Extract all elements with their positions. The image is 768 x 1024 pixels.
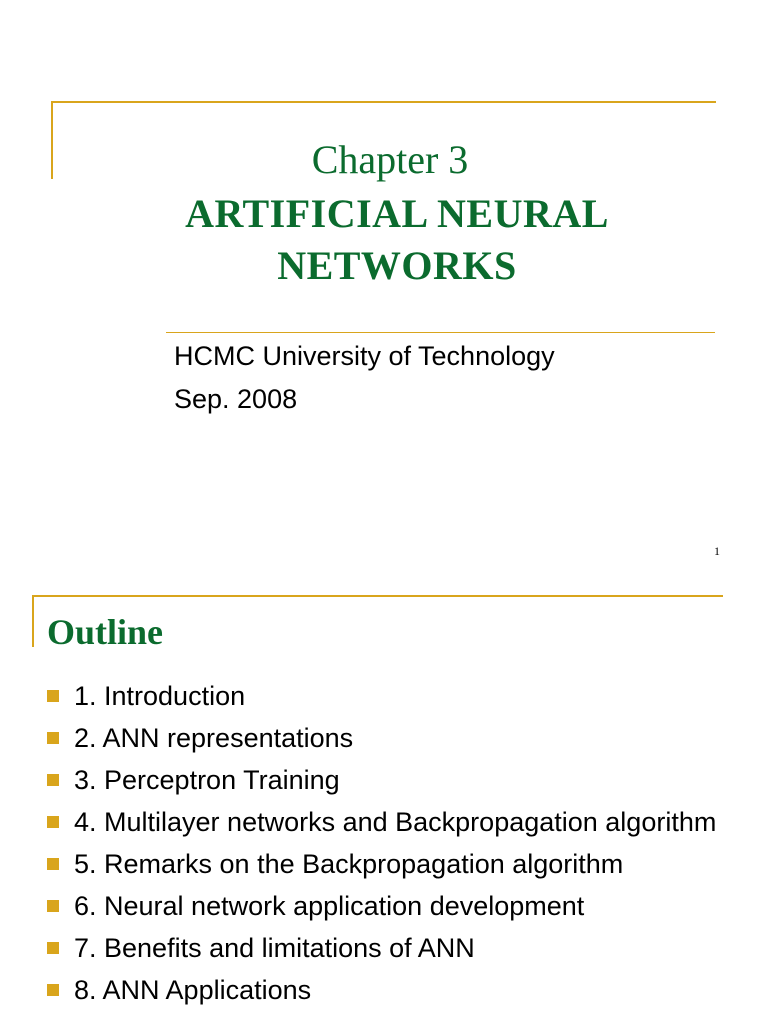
outline-item-text: 1. Introduction: [74, 681, 246, 711]
date-text: Sep. 2008: [174, 384, 298, 414]
outline-item-text: 4. Multilayer networks and Backpropagation algorithm: [74, 807, 717, 837]
chapter-title-line-1: ARTIFICIAL NEURAL: [185, 191, 609, 236]
frame-top-line: [32, 595, 723, 597]
square-bullet-icon: [47, 816, 59, 828]
outline-item-text: 6. Neural network application development: [74, 891, 585, 921]
outline-item: [0, 722, 768, 755]
square-bullet-icon: [47, 858, 59, 870]
chapter-title-line-2: NETWORKS: [277, 243, 517, 288]
square-bullet-icon: [47, 690, 59, 702]
frame-left-line: [32, 595, 34, 647]
square-bullet-icon: [47, 942, 59, 954]
square-bullet-icon: [47, 732, 59, 744]
outline-list: [0, 680, 768, 1016]
outline-slide: [0, 576, 768, 1024]
outline-item-text: 7. Benefits and limitations of ANN: [74, 933, 475, 963]
outline-item-text: 8. ANN Applications: [74, 975, 312, 1005]
square-bullet-icon: [47, 774, 59, 786]
outline-item: [0, 848, 768, 881]
outline-item-text: 2. ANN representations: [74, 723, 354, 753]
outline-item: [0, 932, 768, 965]
outline-item-text: 5. Remarks on the Backpropagation algorithm: [74, 849, 624, 879]
page-number: 1: [714, 544, 720, 558]
institution-text: HCMC University of Technology: [174, 341, 555, 371]
outline-item: [0, 680, 768, 713]
outline-item: [0, 974, 768, 1007]
outline-item-text: 3. Perceptron Training: [74, 765, 340, 795]
outline-item: [0, 764, 768, 797]
chapter-label: Chapter 3: [311, 137, 469, 182]
square-bullet-icon: [47, 900, 59, 912]
outline-title: Outline: [47, 612, 164, 652]
frame-top-line: [51, 101, 716, 103]
square-bullet-icon: [47, 984, 59, 996]
outline-item: [0, 890, 768, 923]
subtitle-divider: [166, 332, 715, 333]
outline-item: [0, 806, 768, 839]
chapter-title: [0, 188, 768, 292]
